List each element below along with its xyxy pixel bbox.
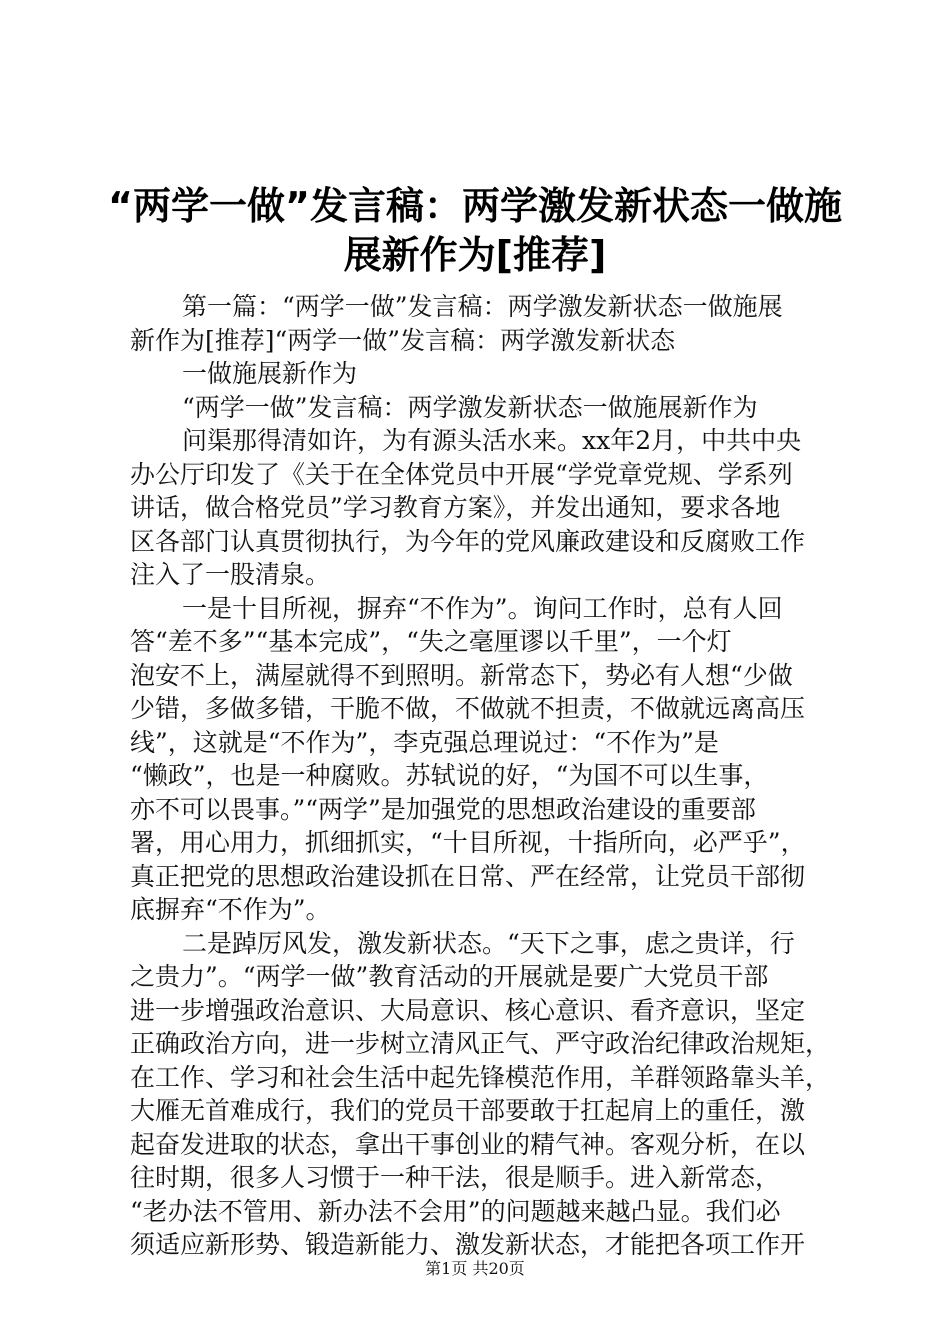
- body-line: 在工作、学习和社会生活中起先锋模范作用，羊群领路靠头羊，: [130, 1062, 831, 1092]
- body-line: 大雁无首难成行，我们的党员干部要敢于扛起肩上的重任，激: [130, 1096, 806, 1125]
- body-line: “两学一做”发言稿：两学激发新状态一做施展新作为: [182, 392, 758, 422]
- body-line: 答“差不多”“基本完成”，“失之毫厘谬以千里”，一个灯: [130, 627, 732, 656]
- body-line: 往时期，很多人习惯于一种干法，很是顺手。进入新常态，: [130, 1163, 781, 1192]
- body-line: 区各部门认真贯彻执行，为今年的党风廉政建设和反腐败工作: [130, 526, 806, 556]
- body-line: 起奋发进取的状态，拿出干事创业的精气神。客观分析，在以: [130, 1129, 806, 1159]
- body-line: 底摒弃“不作为”。: [130, 895, 331, 924]
- body-line: 第一篇：“两学一做”发言稿：两学激发新状态一做施展: [182, 292, 783, 321]
- body-line: 进一步增强政治意识、大局意识、核心意识、看齐意识，坚定: [130, 995, 806, 1025]
- body-line: “老办法不管用、新办法不会用”的问题越来越凸显。我们必: [130, 1196, 781, 1226]
- document-title-line-1: “两学一做”发言稿：两学激发新状态一做施: [108, 184, 842, 228]
- body-line: 二是踔厉风发，激发新状态。“天下之事，虑之贵详，行: [182, 928, 795, 958]
- body-line: 讲话，做合格党员”学习教育方案》，并发出通知，要求各地: [130, 493, 781, 522]
- body-line: “懒政”，也是一种腐败。苏轼说的好，“为国不可以生事，: [130, 761, 769, 790]
- body-line: 问渠那得清如许，为有源头活水来。xx年2月，中共中央: [182, 426, 802, 455]
- body-line: 办公厅印发了《关于在全体党员中开展“学党章党规、学系列: [130, 459, 793, 489]
- body-line: 新作为[推荐]“两学一做”发言稿：两学激发新状态: [130, 325, 676, 355]
- body-line: 真正把党的思想政治建设抓在日常、严在经常，让党员干部彻: [130, 861, 806, 891]
- body-line: 之贵力”。“两学一做”教育活动的开展就是要广大党员干部: [130, 962, 769, 991]
- document-body: [130, 290, 830, 1262]
- body-line: 一是十目所视，摒弃“不作为”。询问工作时，总有人回: [182, 593, 783, 623]
- body-line: 泡安不上，满屋就得不到照明。新常态下，势必有人想“少做: [130, 660, 793, 690]
- page-number-footer: 第1页 共20页: [425, 1259, 525, 1278]
- body-line: 一做施展新作为: [182, 359, 358, 388]
- body-line: 亦不可以畏事。”“两学”是加强党的思想政治建设的重要部: [130, 794, 756, 824]
- body-line: 少错，多做多错，干脆不做，不做就不担责，不做就远离高压: [130, 694, 806, 723]
- body-line: 署，用心用力，抓细抓实，“十目所视，十指所向，必严乎”，: [130, 828, 806, 857]
- body-line: 线”，这就是“不作为”，李克强总理说过：“不作为”是: [130, 727, 719, 757]
- body-line: 须适应新形势、锻造新能力、激发新状态，才能把各项工作开: [130, 1230, 806, 1259]
- body-line: 注入了一股清泉。: [130, 560, 331, 589]
- document-title-line-2: 展新作为[推荐]: [343, 233, 607, 277]
- body-line: 正确政治方向，进一步树立清风正气、严守政治纪律政治规矩，: [130, 1029, 831, 1058]
